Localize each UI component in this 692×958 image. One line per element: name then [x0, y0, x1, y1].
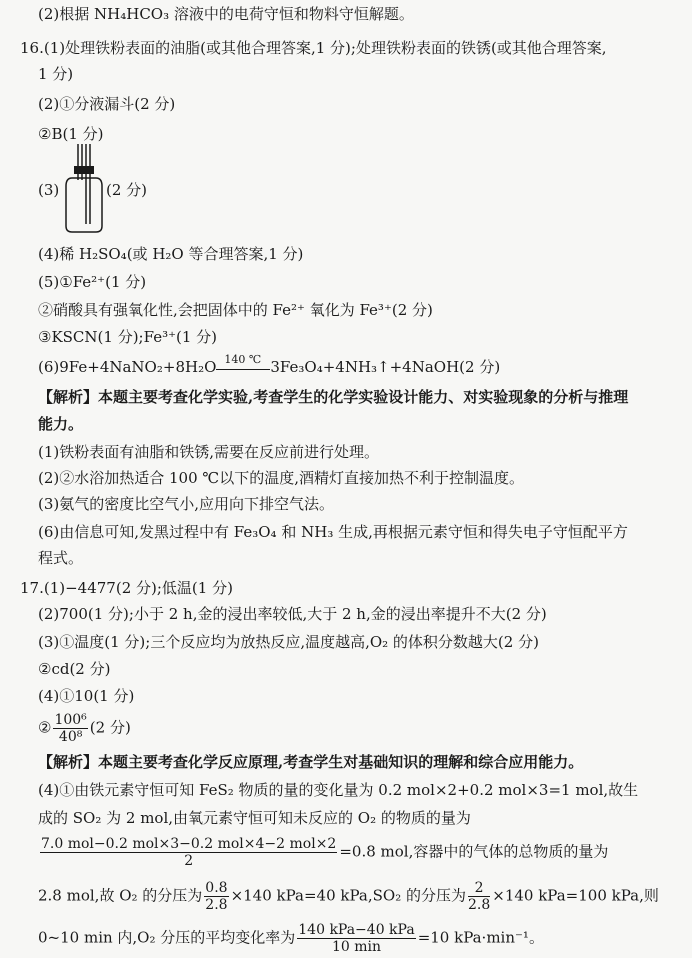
q16-4: (4)稀 H₂SO₄(或 H₂O 等合理答案,1 分) [38, 245, 304, 263]
fraction-so2-share: $\frac{2}{2.8}$ [467, 880, 491, 913]
analysis-tag: 【解析】 [38, 388, 99, 406]
analysis-16-line-a: 【解析】本题主要考查化学实验,考查学生的化学实验设计能力、对实验现象的分析与推理 [38, 388, 629, 406]
q17-4-2: ② $\frac{\text{100⁶}}{\text{40⁸}}$ (2 分) [38, 712, 131, 745]
reaction-condition: 140 ℃ [224, 353, 262, 366]
fraction-o2-share: $\frac{0.8}{2.8}$ [205, 880, 228, 913]
analysis-17-line-a: 【解析】本题主要考查化学反应原理,考查学生对基础知识的理解和综合应用能力。 [38, 753, 584, 771]
q16-5-3: ③KSCN(1 分);Fe³⁺(1 分) [38, 328, 218, 346]
analysis-16-line-b: 能力。 [38, 415, 84, 433]
q17-1: 17.(1)−4477(2 分);低温(1 分) [20, 579, 233, 597]
q17-3-1: (3)①温度(1 分);三个反应均为放热反应,温度越高,O₂ 的体积分数越大(2 分) [38, 633, 539, 651]
analysis-16-1: (1)铁粉表面有油脂和铁锈,需要在反应前进行处理。 [38, 443, 380, 461]
analysis-17-4-line-a: (4)①由铁元素守恒可知 FeS₂ 物质的量的变化量为 0.2 mol×2+0.2 mol×3=1 mol,故生 [38, 781, 639, 799]
reaction-arrow [216, 353, 270, 378]
q16-5-1: (5)①Fe²⁺(1 分) [38, 273, 147, 291]
q17-2: (2)700(1 分);小于 2 h,金的浸出率较低,大于 2 h,金的浸出率提升不大(2 分) [38, 605, 547, 623]
line-analysis-15-2: (2)根据 NH₄HCO₃ 溶液中的电荷守恒和物料守恒解题。 [38, 5, 414, 23]
fraction-kp: $\frac{\text{100⁶}}{\text{40⁸}}$ [54, 712, 87, 745]
analysis-16-3: (3)氨气的密度比空气小,应用向下排空气法。 [38, 495, 335, 513]
analysis-17-4-line-d: 2.8 mol,故 O₂ 的分压为 $\frac{0.8}{2.8}$ ×140 kPa=40 kPa,SO₂ 的分压为 $\frac{2}{2.8}$ ×140 kPa=100 kPa,则 [38, 880, 659, 913]
gas-collection-bottle-diagram [62, 140, 106, 236]
analysis-16-2: (2)②水浴加热适合 100 ℃以下的温度,酒精灯直接加热不利于控制温度。 [38, 469, 524, 487]
analysis-17-4-line-b: 成的 SO₂ 为 2 mol,由氧元素守恒可知未反应的 O₂ 的物质的量为 [38, 809, 471, 827]
analysis-16-6-line-b: 程式。 [38, 549, 84, 567]
q16-2-1: (2)①分液漏斗(2 分) [38, 95, 176, 113]
analysis-17-4-line-c: $\frac{\text{7.0 mol−0.2 mol×3−0.2 mol×4−2 mol×2}}{2}$ =0.8 mol,容器中的气体的总物质的量为 [41, 836, 609, 869]
q17-3-2: ②cd(2 分) [38, 660, 111, 678]
q17-4-1: (4)①10(1 分) [38, 687, 135, 705]
q16-1-line-a: 16.(1)处理铁粉表面的油脂(或其他合理答案,1 分);处理铁粉表面的铁锈(或其他合理答案, [20, 39, 607, 57]
analysis-tag: 【解析】 [38, 753, 99, 771]
q16-5-2: ②硝酸具有强氧化性,会把固体中的 Fe²⁺ 氧化为 Fe³⁺(2 分) [38, 301, 433, 319]
fraction-o2-moles: $\frac{\text{7.0 mol−0.2 mol×3−0.2 mol×4−2 mol×2}}{2}$ [41, 836, 337, 869]
q16-6-equation [38, 353, 501, 378]
q16-3-score: (2 分) [106, 181, 148, 199]
analysis-16-6-line-a: (6)由信息可知,发黑过程中有 Fe₃O₄ 和 NH₃ 生成,再根据元素守恒和得失电子守恒配平方 [38, 523, 628, 541]
equation-products: 3Fe₃O₄+4NH₃↑+4NaOH(2 分) [270, 358, 501, 376]
equation-reactants: (6)9Fe+4NaNO₂+8H₂O [38, 358, 217, 376]
q16-2-2: ②B(1 分) [38, 125, 104, 143]
q16-3-label: (3) [38, 181, 60, 199]
analysis-17-4-line-e: 0~10 min 内,O₂ 分压的平均变化率为 $\frac{\text{140 kPa−40 kPa}}{10 \min}$ =10 kPa·min⁻¹。 [38, 922, 544, 955]
q16-1-line-b: 1 分) [38, 65, 74, 83]
fraction-rate: $\frac{\text{140 kPa−40 kPa}}{10 \min}$ [298, 922, 415, 955]
